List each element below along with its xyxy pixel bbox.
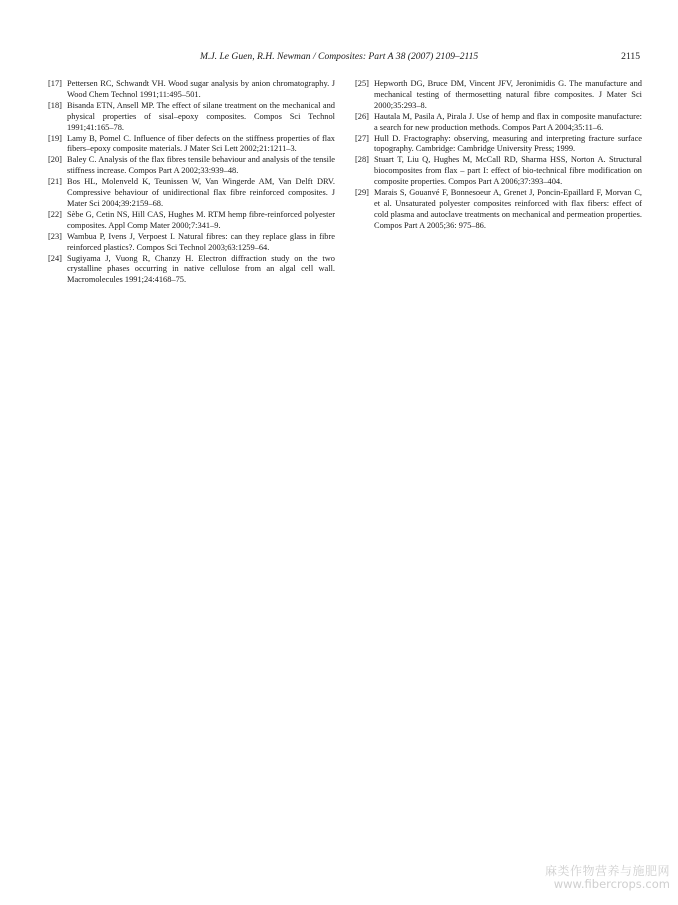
page-number: 2115 — [621, 51, 640, 62]
reference-text: Wambua P, Ivens J, Verpoest I. Natural fibres: can they replace glass in fibre reinforced plastics?. Compos Sci Technol 2003;63:1259–64. — [67, 231, 335, 252]
reference-item — [355, 188, 642, 232]
running-title: M.J. Le Guen, R.H. Newman / Composites: Part A 38 (2007) 2109–2115 — [200, 51, 479, 62]
reference-text: Lamy B, Pomel C. Influence of fiber defects on the stiffness properties of flax fibers–epoxy composite materials. J Mater Sci Lett 2002;21:1211–3. — [67, 133, 335, 154]
reference-text: Hepworth DG, Bruce DM, Vincent JFV, Jeronimidis G. The manufacture and mechanical testing of thermosetting natural fibre composites. J Mater Sci 2000;35:293–8. — [374, 79, 642, 110]
reference-number: [19] — [48, 133, 62, 143]
reference-item — [355, 112, 642, 134]
reference-item — [355, 79, 642, 112]
reference-number: [25] — [355, 79, 369, 88]
reference-number: [22] — [48, 209, 62, 219]
reference-number: [23] — [48, 231, 62, 241]
reference-item — [48, 210, 335, 232]
reference-text: Bos HL, Molenveld K, Teunissen W, Van Wingerde AM, Van Delft DRV. Compressive behaviour of unidirectional flax fibre reinforced composites. J Mater Sci 2004;39:2159–68. — [67, 177, 335, 208]
reference-text: Pettersen RC, Schwandt VH. Wood sugar analysis by anion chromatography. J Wood Chem Technol 1991;11:495–501. — [67, 79, 335, 99]
reference-item — [48, 254, 335, 287]
reference-number: [29] — [355, 188, 369, 198]
reference-item — [48, 134, 335, 156]
reference-item — [355, 134, 642, 156]
reference-number: [20] — [48, 155, 62, 165]
reference-item — [355, 155, 642, 188]
reference-item — [48, 101, 335, 134]
reference-item — [48, 177, 335, 210]
reference-item — [48, 155, 335, 177]
references-left-column — [48, 79, 335, 286]
reference-text: Bisanda ETN, Ansell MP. The effect of silane treatment on the mechanical and physical properties of sisal–epoxy composites. Compos Sci Technol 1991;41:165–78. — [67, 100, 335, 132]
reference-number: [26] — [355, 111, 369, 121]
reference-number: [18] — [48, 100, 62, 110]
reference-text: Stuart T, Liu Q, Hughes M, McCall RD, Sharma HSS, Norton A. Structural biocomposites from flax – part I: effect of bio-technical fibre modification on composite properties. Compos Part A 2006;37:393–404. — [374, 155, 642, 187]
reference-number: [24] — [48, 253, 62, 263]
reference-number: [21] — [48, 177, 62, 187]
watermark-url: www.fibercrops.com — [553, 877, 670, 891]
reference-item — [48, 79, 335, 101]
reference-text: Hautala M, Pasila A, Pirala J. Use of hemp and flax in composite manufacture: a search for new production methods. Compos Part A 2004;35:11–6. — [374, 111, 642, 132]
reference-text: Marais S, Gouanvé F, Bonnesoeur A, Grenet J, Poncin-Epaillard F, Morvan C, et al. Unsaturated polyester composites reinforced with flax fibers: effect of cold plasma and autoclave treatments on mechanical and permeation properties. Compos Part A 2005;36: 975–86. — [374, 188, 642, 230]
reference-number: [17] — [48, 79, 62, 88]
reference-text: Hull D. Fractography: observing, measuring and interpreting fracture surface topography. Cambridge: Cambridge University Press; 1999. — [374, 133, 642, 154]
reference-number: [27] — [355, 133, 369, 143]
reference-text: Sèbe G, Cetin NS, Hill CAS, Hughes M. RTM hemp fibre-reinforced polyester composites. Appl Comp Mater 2000;7:341–9. — [67, 209, 335, 230]
site-watermark — [545, 865, 670, 891]
reference-text: Sugiyama J, Vuong R, Chanzy H. Electron diffraction study on the two crystalline phases occurring in native cellulose from an algal cell wall. Macromolecules 1991;24:4168–75. — [67, 253, 335, 285]
reference-text: Baley C. Analysis of the flax fibres tensile behaviour and analysis of the tensile stiffness increase. Compos Part A 2002;33:939–48. — [67, 155, 335, 176]
reference-number: [28] — [355, 155, 369, 165]
references-right-column — [355, 79, 642, 232]
running-header — [50, 51, 640, 65]
reference-item — [48, 232, 335, 254]
watermark-chinese-text: 麻类作物营养与施肥网 — [544, 864, 670, 878]
